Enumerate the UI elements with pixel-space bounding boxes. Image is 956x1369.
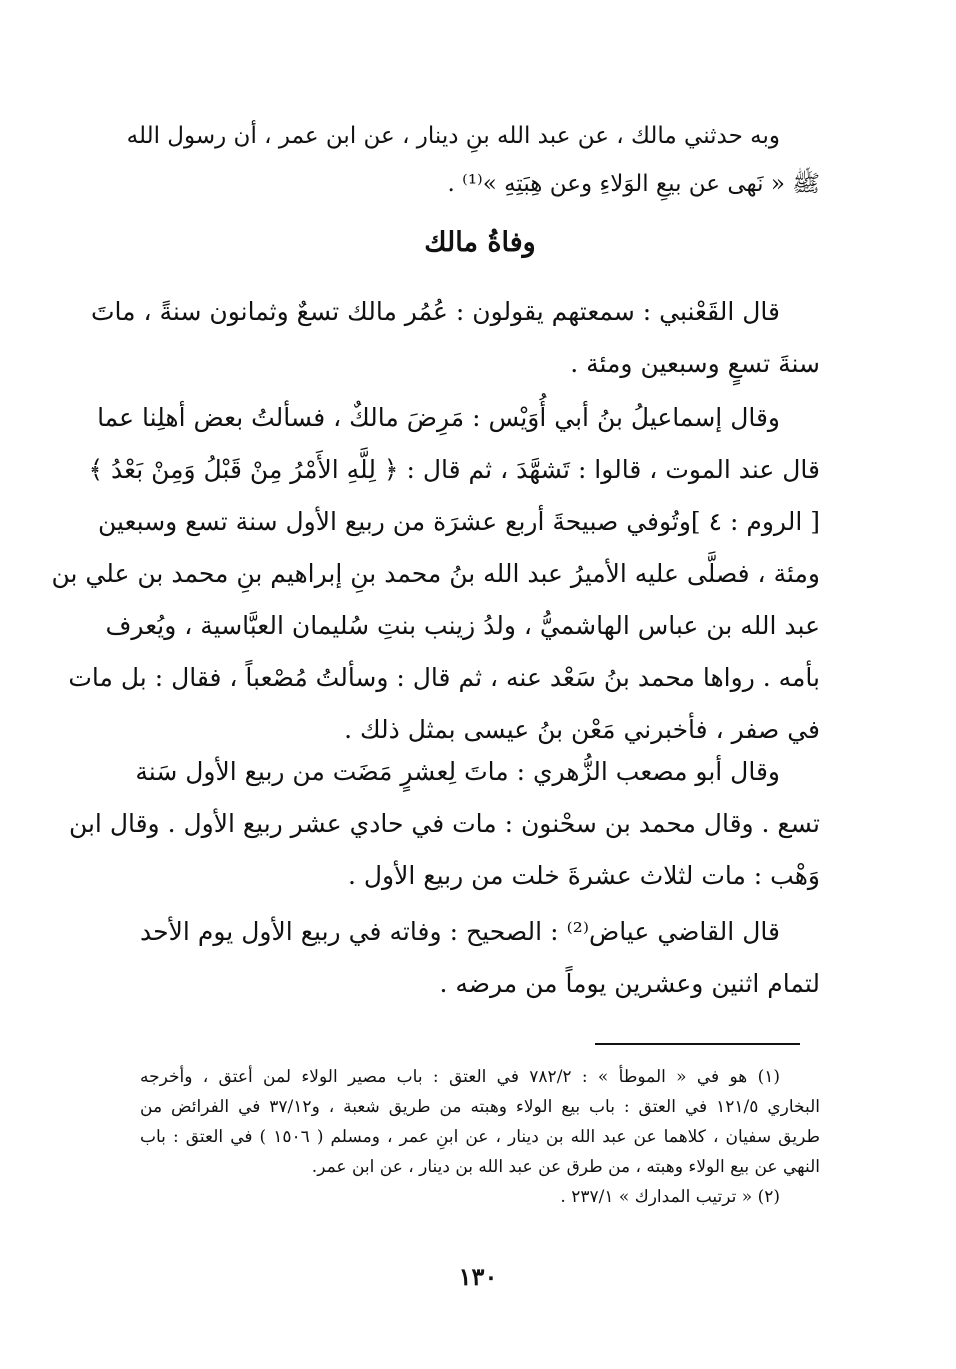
paragraph-2-line-4: ومئة ، فصلَّى عليه الأميرُ عبد الله بنُ محمد بنِ إبراهيم بنِ محمد بن علي بن [51,559,820,588]
paragraph-4-line-1: قال القاضي عياض⁽²⁾ : الصحيح : وفاته في ربيع الأول يوم الأحد [140,917,781,946]
footnotes [140,1062,820,1212]
footnote-separator [595,1043,800,1045]
footnote-2-line-1: (٢) « ترتيب المدارك » ٢٣٧/١ . [560,1187,780,1207]
footnote-2 [140,1182,820,1212]
footnote-1-line-3: طريق سفيان ، كلاهما عن عبد الله بن دينار ، عن ابنِ عمر ، ومسلم ( ١٥٠٦ ) في العتق : باب [140,1127,820,1147]
paragraph-2-line-5: عبد الله بن عباس الهاشميُّ ، ولدُ زينب بنتِ سُليمان العبَّاسية ، ويُعرف [105,611,820,640]
paragraph-4 [140,906,820,1010]
intro-line-2: ﷺ « نَهى عن بيعِ الوَلاءِ وعن هِبَتِهِ »⁽¹⁾ . [447,171,820,197]
intro-paragraph [126,112,820,208]
paragraph-3-line-3: وَهْب : مات لثلاث عشرةَ خلت من ربيع الأول . [348,861,820,890]
paragraph-2-line-7: في صفر ، فأخبرني مَعْن بنُ عيسى بمثل ذلك . [344,715,820,744]
paragraph-1-line-2: سنةَ تسعٍ وسبعين ومئة . [570,349,820,378]
paragraph-1 [91,286,820,390]
paragraph-2-line-1: وقال إسماعيلُ بنُ أبي أُوَيْس : مَرِضَ مالكٌ ، فسألتُ بعض أهلِنا عما [97,403,780,432]
paragraph-3-line-1: وقال أبو مصعب الزُّهري : ماتَ لِعشرٍ مَضَت من ربيع الأول سَنة [135,757,780,786]
paragraph-3-line-2: تسع . وقال محمد بن سحْنون : مات في حادي عشر ربيع الأول . وقال ابن [68,809,820,838]
footnote-1-line-2: البخاري ١٢١/٥ في العتق : باب بيع الولاء وهبته من طريق شعبة ، و٣٧/١٢ في الفرائض من [140,1097,821,1117]
paragraph-2-line-6: بأمه . رواها محمد بنُ سَعْد عنه ، ثم قال : وسألتُ مُصْعباً ، فقال : بل مات [68,663,820,692]
paragraph-2-line-3: [ الروم : ٤ ]وتُوفي صبيحةَ أربع عشرَة من ربيع الأول سنة تسع وسبعين [98,507,820,536]
paragraph-4-line-2: لتمام اثنين وعشرين يوماً من مرضه . [439,969,820,998]
page-number: ١٣٠ [458,1262,498,1291]
paragraph-2 [51,392,820,756]
footnote-1-line-4: النهي عن بيع الولاء وهبته ، من طرق عن عبد الله بن دينار ، عن ابن عمر. [311,1157,820,1177]
paragraph-2-line-2: قال عند الموت ، قالوا : تَشهَّدَ ، ثم قال : ﴿ لِلَّهِ الأَمْرُ مِنْ قَبْلُ وَمِنْ بَعْدُ ﴾ [88,455,820,484]
intro-line-1: وبه حدثني مالك ، عن عبد الله بنِ دينار ، عن ابن عمر ، أن رسول الله [126,123,780,149]
section-heading: وفاةُ مالك [424,227,536,258]
footnote-1-line-1: (١) هو في « الموطأ » : ٧٨٢/٢ في العتق : باب مصير الولاء لمن أعتق ، وأخرجه [140,1067,780,1087]
footnote-1 [140,1062,820,1182]
paragraph-3 [68,746,820,902]
paragraph-1-line-1: قال القَعْنبي : سمعتهم يقولون : عُمُر مالك تسعٌ وثمانون سنةً ، ماتَ [91,297,780,326]
